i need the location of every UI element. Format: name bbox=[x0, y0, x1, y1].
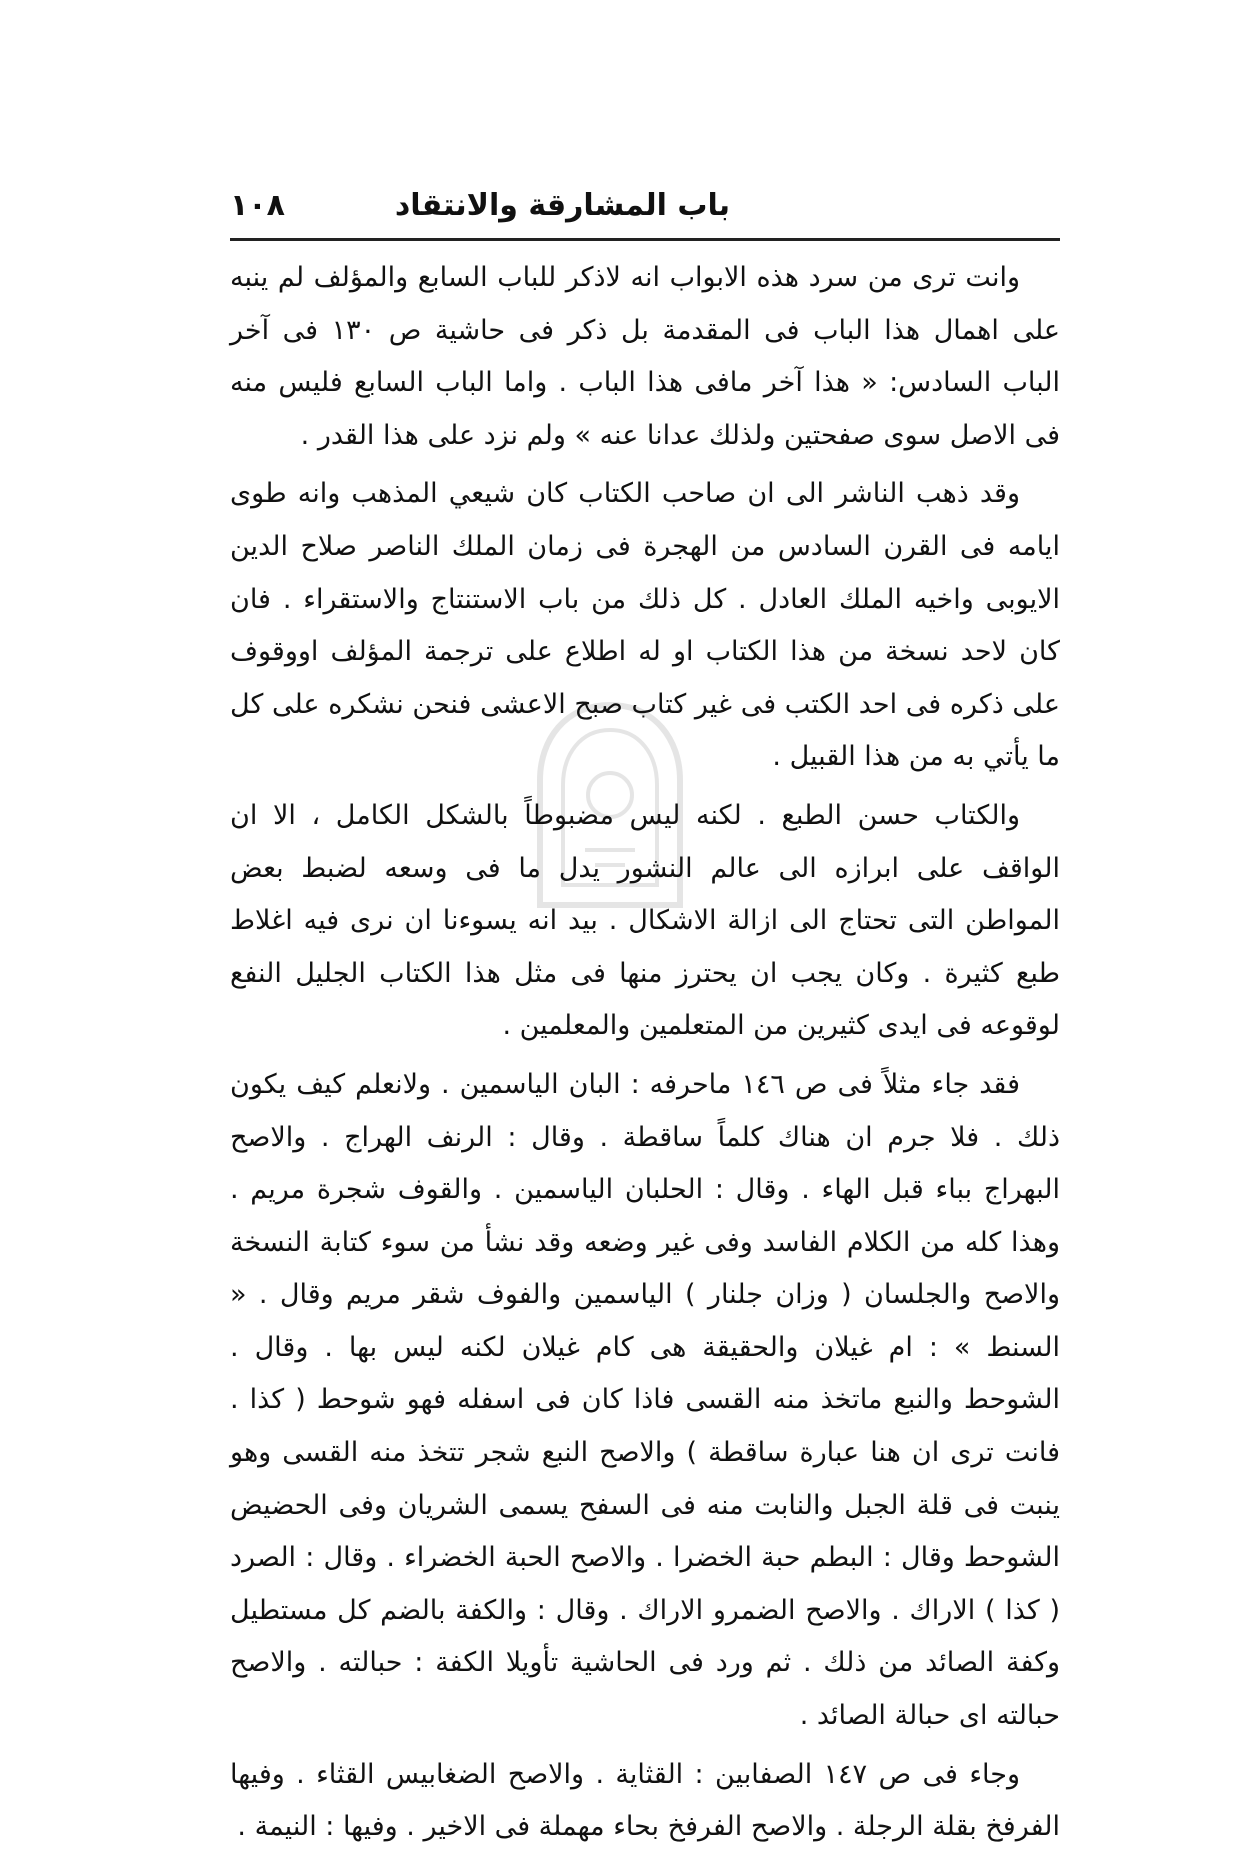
page-number: ١٠٨ bbox=[230, 188, 285, 223]
page-header bbox=[230, 188, 1060, 238]
header-rule bbox=[230, 238, 1060, 241]
paragraph: والكتاب حسن الطبع . لكنه ليس مضبوطاً بالشكل الكامل ، الا ان الواقف على ابرازه الى عالم النشور يدل ما فى وسعه لضبط بعض المواطن التى تحتاج الى ازالة الاشكال . بيد انه يسوءنا ان نرى فيه اغلاط طبع كثيرة . وكان يجب ان يحترز منها فى مثل هذا الكتاب الجليل النفع لوقوعه فى ايدى كثيرين من المتعلمين والمعلمين . bbox=[230, 799, 1060, 1042]
body-text bbox=[230, 252, 1061, 1843]
paragraph: وقد ذهب الناشر الى ان صاحب الكتاب كان شيعي المذهب وانه طوى ايامه فى القرن السادس من الهجرة فى زمان الملك الناصر صلاح الدين الايوبى واخيه الملك العادل . كل ذلك من باب الاستنتاج والاستقراء . فان كان لاحد نسخة من هذا الكتاب او له اطلاع على ترجمة المؤلف اووقوف على ذكره فى احد الكتب فى غير كتاب صبح الاعشى فنحن نشكره على كل ما يأتي به من هذا القبيل . bbox=[230, 478, 1060, 773]
paragraph: وجاء فى ص ١٤٧ الصفابين : القثاية . والاصح الضغابيس القثاء . وفيها الفرفخ بقلة الرجلة . والاصح الفرفخ بحاء مهملة فى الاخير . وفيها : النيمة . bbox=[230, 1758, 1060, 1843]
paragraph: فقد جاء مثلاً فى ص ١٤٦ ماحرفه : البان الياسمين . ولانعلم كيف يكون ذلك . فلا جرم ان هناك كلماً ساقطة . وقال : الرنف الهراج . والاصح البهراج بباء قبل الهاء . وقال : الحلبان الياسمين . والقوف شجرة مريم . وهذا كله من الكلام الفاسد وفى غير وضعه وقد نشأ من سوء كتابة النسخة والاصح والجلسان ( وزان جلنار ) الياسمين والفوف شقر مريم وقال . « السنط » : ام غيلان والحقيقة هى كام غيلان لكنه ليس بها . وقال . الشوحط والنبع ماتخذ منه القسى فاذا كان فى اسفله فهو شوحط ( كذا . فانت ترى ان هنا عبارة ساقطة ) والاصح النبع شجر تتخذ منه القسى وهو ينبت فى قلة الجبل والنابت منه فى السفح يسمى الشريان وفى الحضيض الشوحط وقال : البطم حبة الخضرا . والاصح الحبة الخضراء . وقال : الصرد ( كذا ) الاراك . والاصح الضمرو الاراك . وقال : والكفة بالضم كل مستطيل وكفة الصائد من ذلك . ثم ورد فى الحاشية تأويلا الكفة : حبالته . والاصح حبالته اى حبالة الصائد . bbox=[230, 1068, 1060, 1732]
running-title: باب المشارقة والانتقاد bbox=[394, 188, 730, 223]
paragraph: وانت ترى من سرد هذه الابواب انه لاذكر للباب السابع والمؤلف لم ينبه على اهمال هذا الباب فى المقدمة بل ذكر فى حاشية ص ١٣٠ فى آخر الباب السادس: « هذا آخر مافى هذا الباب . واما الباب السابع فليس منه فى الاصل سوى صفحتين ولذلك عدانا عنه » ولم نزد على هذا القدر . bbox=[230, 262, 1061, 451]
